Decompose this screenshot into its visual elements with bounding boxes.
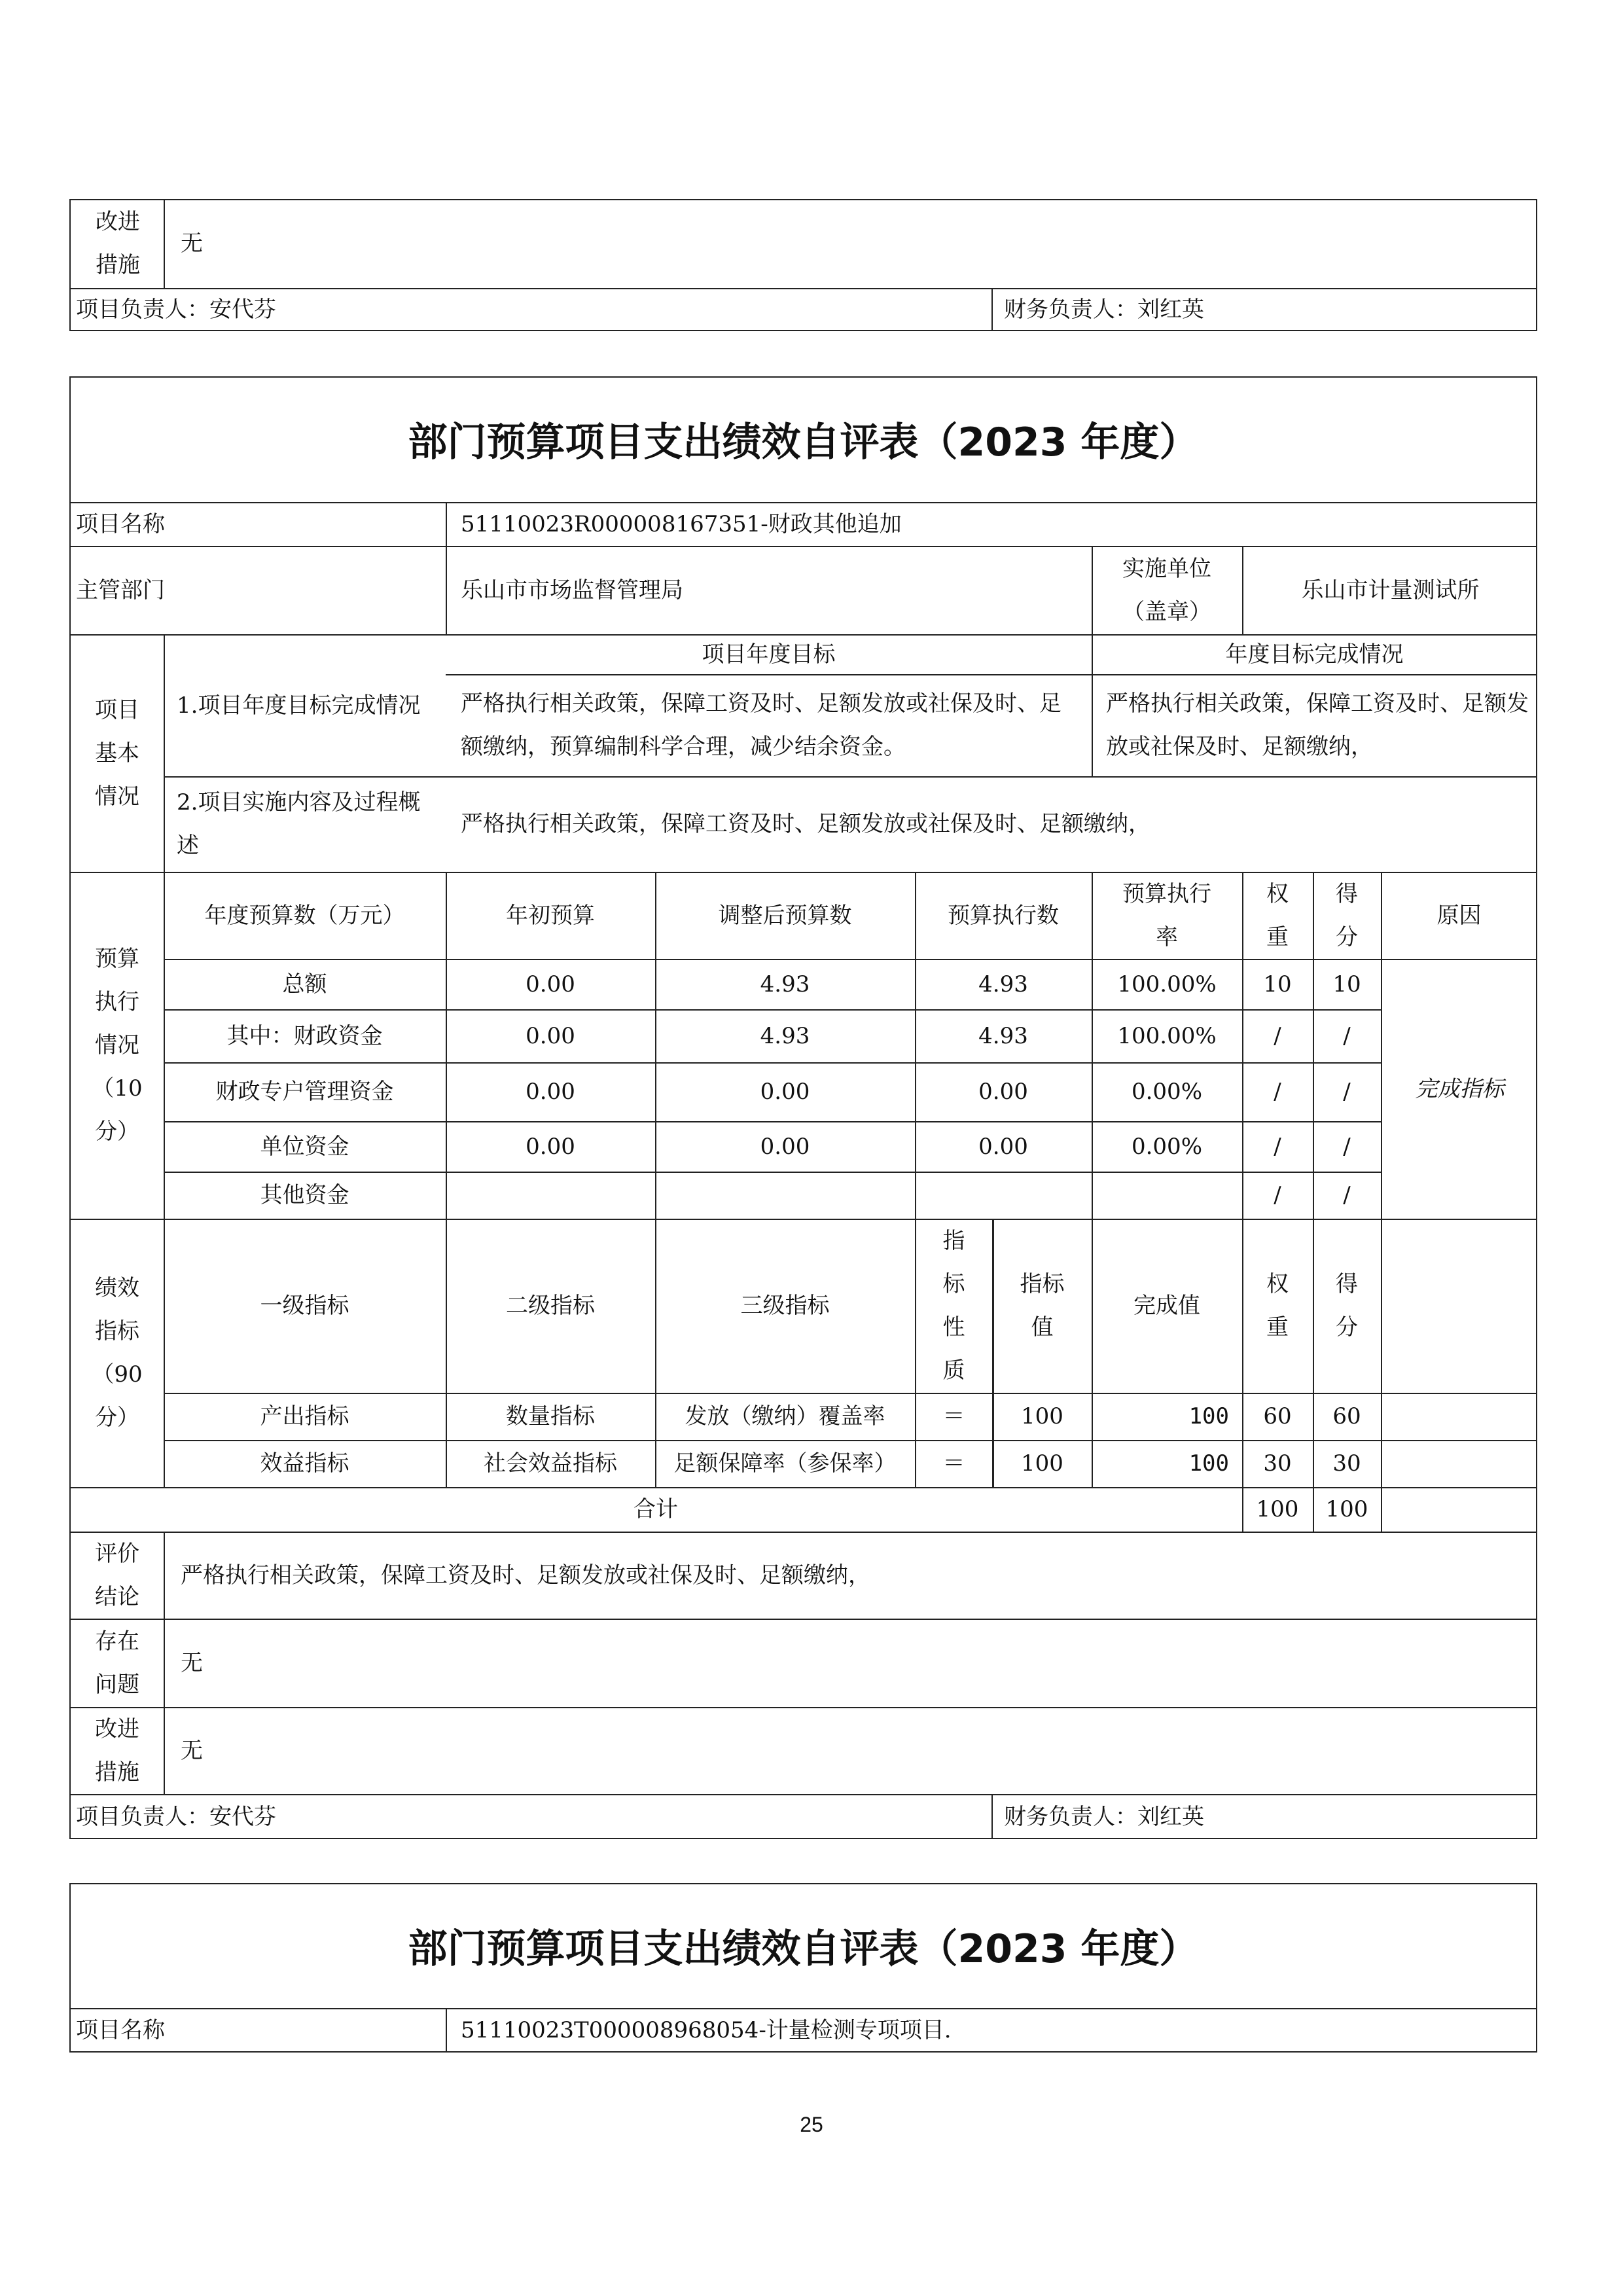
budget-cell-score: / bbox=[1343, 1079, 1351, 1105]
budget-reason: 完成指标 bbox=[1415, 1075, 1505, 1102]
issues-value: 无 bbox=[181, 1649, 203, 1676]
project-lead: 项目负责人：安代芬 bbox=[76, 1803, 276, 1830]
budget-header-reason: 原因 bbox=[1436, 902, 1482, 929]
budget-cell-initial: 0.00 bbox=[526, 1022, 575, 1049]
budget-cell-executed bbox=[915, 1172, 1092, 1219]
finance-lead: 财务负责人：刘红英 bbox=[1004, 1803, 1204, 1830]
budget-cell-name: 其中：财政资金 bbox=[226, 1022, 383, 1049]
table-title: 部门预算项目支出绩效自评表（2023 年度） bbox=[408, 420, 1199, 465]
budget-cell-name: 单位资金 bbox=[260, 1133, 349, 1160]
improve-label: 改进措施 bbox=[95, 1715, 139, 1785]
perf-cell-score: 30 bbox=[1332, 1450, 1361, 1477]
perf-cell-l2: 社会效益指标 bbox=[484, 1450, 617, 1477]
budget-cell-executed: 4.93 bbox=[978, 971, 1028, 997]
unit-value: 乐山市计量测试所 bbox=[1301, 577, 1480, 603]
budget-cell-initial: 0.00 bbox=[526, 971, 575, 997]
project-name-label: 项目名称 bbox=[76, 511, 165, 537]
budget-cell-adjusted: 4.93 bbox=[760, 971, 810, 997]
perf-header-actual: 完成值 bbox=[1133, 1293, 1200, 1319]
done-header: 年度目标完成情况 bbox=[1225, 641, 1404, 668]
perf-cell-weight: 30 bbox=[1263, 1450, 1292, 1477]
budget-cell-weight: / bbox=[1274, 1182, 1281, 1208]
budget-cell-score: / bbox=[1343, 1182, 1351, 1208]
budget-label: 预算执行情况（10分） bbox=[92, 946, 143, 1145]
budget-cell-weight: / bbox=[1274, 1133, 1281, 1160]
perf-cell-actual: 100 bbox=[1188, 1450, 1229, 1477]
perf-cell-l1: 产出指标 bbox=[260, 1403, 349, 1429]
budget-cell-score: / bbox=[1343, 1022, 1351, 1049]
budget-header-weight: 权重 bbox=[1266, 880, 1289, 950]
budget-cell-score: 10 bbox=[1332, 971, 1361, 997]
perf-header-nature: 指标性质 bbox=[942, 1228, 965, 1384]
budget-header-adjusted: 调整后预算数 bbox=[718, 902, 852, 929]
perf-cell-score: 60 bbox=[1332, 1403, 1361, 1429]
budget-cell-rate bbox=[1092, 1172, 1242, 1219]
budget-cell-weight: / bbox=[1274, 1022, 1281, 1049]
budget-cell-score: / bbox=[1343, 1133, 1351, 1160]
perf-cell-weight: 60 bbox=[1263, 1403, 1292, 1429]
budget-cell-name: 总额 bbox=[282, 971, 327, 997]
budget-cell-name: 其他资金 bbox=[260, 1182, 349, 1208]
basic-row2-value: 严格执行相关政策，保障工资及时、足额发放或社保及时、足额缴纳， bbox=[461, 811, 1150, 837]
budget-cell-rate: 0.00% bbox=[1131, 1133, 1202, 1160]
prev-project-lead: 项目负责人：安代芬 bbox=[76, 296, 276, 323]
budget-cell-executed: 0.00 bbox=[978, 1079, 1028, 1105]
perf-cell-l1: 效益指标 bbox=[260, 1450, 349, 1477]
perf-cell-target: 100 bbox=[1021, 1403, 1063, 1429]
basic-row1-label: 1.项目年度目标完成情况 bbox=[177, 692, 421, 719]
perf-header-score: 得分 bbox=[1336, 1271, 1358, 1340]
dept-value: 乐山市市场监督管理局 bbox=[461, 577, 683, 603]
perf-header-weight: 权重 bbox=[1266, 1271, 1289, 1340]
perf-header-target: 指标值 bbox=[1020, 1271, 1065, 1340]
total-score: 100 bbox=[1325, 1496, 1368, 1522]
next-project-name-label: 项目名称 bbox=[76, 2017, 165, 2043]
page-number: 25 bbox=[800, 2113, 823, 2136]
perf-header-l2: 二级指标 bbox=[506, 1293, 595, 1319]
prev-table bbox=[69, 199, 1537, 331]
budget-cell-executed: 4.93 bbox=[978, 1022, 1028, 1049]
perf-cell-actual: 100 bbox=[1188, 1403, 1229, 1429]
budget-cell-rate: 100.00% bbox=[1117, 1022, 1217, 1049]
budget-cell-adjusted bbox=[655, 1172, 915, 1219]
issues-label: 存在问题 bbox=[95, 1628, 139, 1698]
budget-cell-adjusted: 0.00 bbox=[760, 1079, 810, 1105]
perf-cell-target: 100 bbox=[1021, 1450, 1063, 1477]
budget-header-rate: 预算执行率 bbox=[1122, 880, 1211, 950]
goal-header: 项目年度目标 bbox=[702, 641, 836, 668]
basic-row2-label: 2.项目实施内容及过程概述 bbox=[177, 789, 421, 859]
budget-cell-name: 财政专户管理资金 bbox=[215, 1079, 394, 1105]
prev-improve-value: 无 bbox=[181, 230, 203, 257]
budget-header-score: 得分 bbox=[1336, 880, 1358, 950]
goal-value: 严格执行相关政策，保障工资及时、足额发放或社保及时、足额缴纳，预算编制科学合理，减少结余资金。 bbox=[461, 691, 1061, 760]
budget-header-annual: 年度预算数（万元） bbox=[204, 902, 405, 929]
conclusion-label: 评价结论 bbox=[95, 1540, 139, 1610]
perf-header-l1: 一级指标 bbox=[260, 1293, 349, 1319]
perf-cell-l3: 足额保障率（参保率） bbox=[673, 1450, 897, 1477]
budget-cell-adjusted: 0.00 bbox=[760, 1133, 810, 1160]
budget-cell-rate: 100.00% bbox=[1117, 971, 1217, 997]
next-project-name-value: 51110023T000008968054-计量检测专项项目. bbox=[461, 2017, 952, 2043]
perf-cell-nature: ＝ bbox=[942, 1403, 965, 1429]
conclusion-value: 严格执行相关政策，保障工资及时、足额发放或社保及时、足额缴纳， bbox=[181, 1562, 870, 1588]
budget-cell-executed: 0.00 bbox=[978, 1133, 1028, 1160]
budget-cell-initial: 0.00 bbox=[526, 1133, 575, 1160]
perf-label: 绩效指标（90分） bbox=[92, 1275, 143, 1431]
budget-header-executed: 预算执行数 bbox=[948, 902, 1059, 929]
budget-cell-initial: 0.00 bbox=[526, 1079, 575, 1105]
project-name-value: 51110023R000008167351-财政其他追加 bbox=[461, 511, 902, 537]
prev-finance-lead: 财务负责人：刘红英 bbox=[1004, 296, 1204, 323]
prev-improve-label: 改进措施 bbox=[96, 209, 140, 278]
basic-label: 项目基本情况 bbox=[95, 696, 139, 810]
unit-label: 实施单位（盖章） bbox=[1122, 555, 1211, 625]
perf-cell-l3: 发放（缴纳）覆盖率 bbox=[685, 1403, 885, 1429]
budget-cell-weight: / bbox=[1274, 1079, 1281, 1105]
total-weight: 100 bbox=[1256, 1496, 1299, 1522]
perf-cell-nature: ＝ bbox=[942, 1450, 965, 1477]
improve-value: 无 bbox=[181, 1737, 203, 1764]
perf-header-l3: 三级指标 bbox=[740, 1293, 830, 1319]
perf-cell-l2: 数量指标 bbox=[506, 1403, 595, 1429]
budget-cell-rate: 0.00% bbox=[1131, 1079, 1202, 1105]
budget-header-initial: 年初预算 bbox=[506, 902, 595, 929]
budget-cell-initial bbox=[446, 1172, 655, 1219]
done-value: 严格执行相关政策，保障工资及时、足额发放或社保及时、足额缴纳， bbox=[1106, 691, 1529, 760]
next-table-title: 部门预算项目支出绩效自评表（2023 年度） bbox=[408, 1926, 1199, 1972]
dept-label: 主管部门 bbox=[76, 577, 165, 603]
budget-cell-adjusted: 4.93 bbox=[760, 1022, 810, 1049]
total-label: 合计 bbox=[633, 1496, 678, 1522]
budget-cell-weight: 10 bbox=[1263, 971, 1292, 997]
